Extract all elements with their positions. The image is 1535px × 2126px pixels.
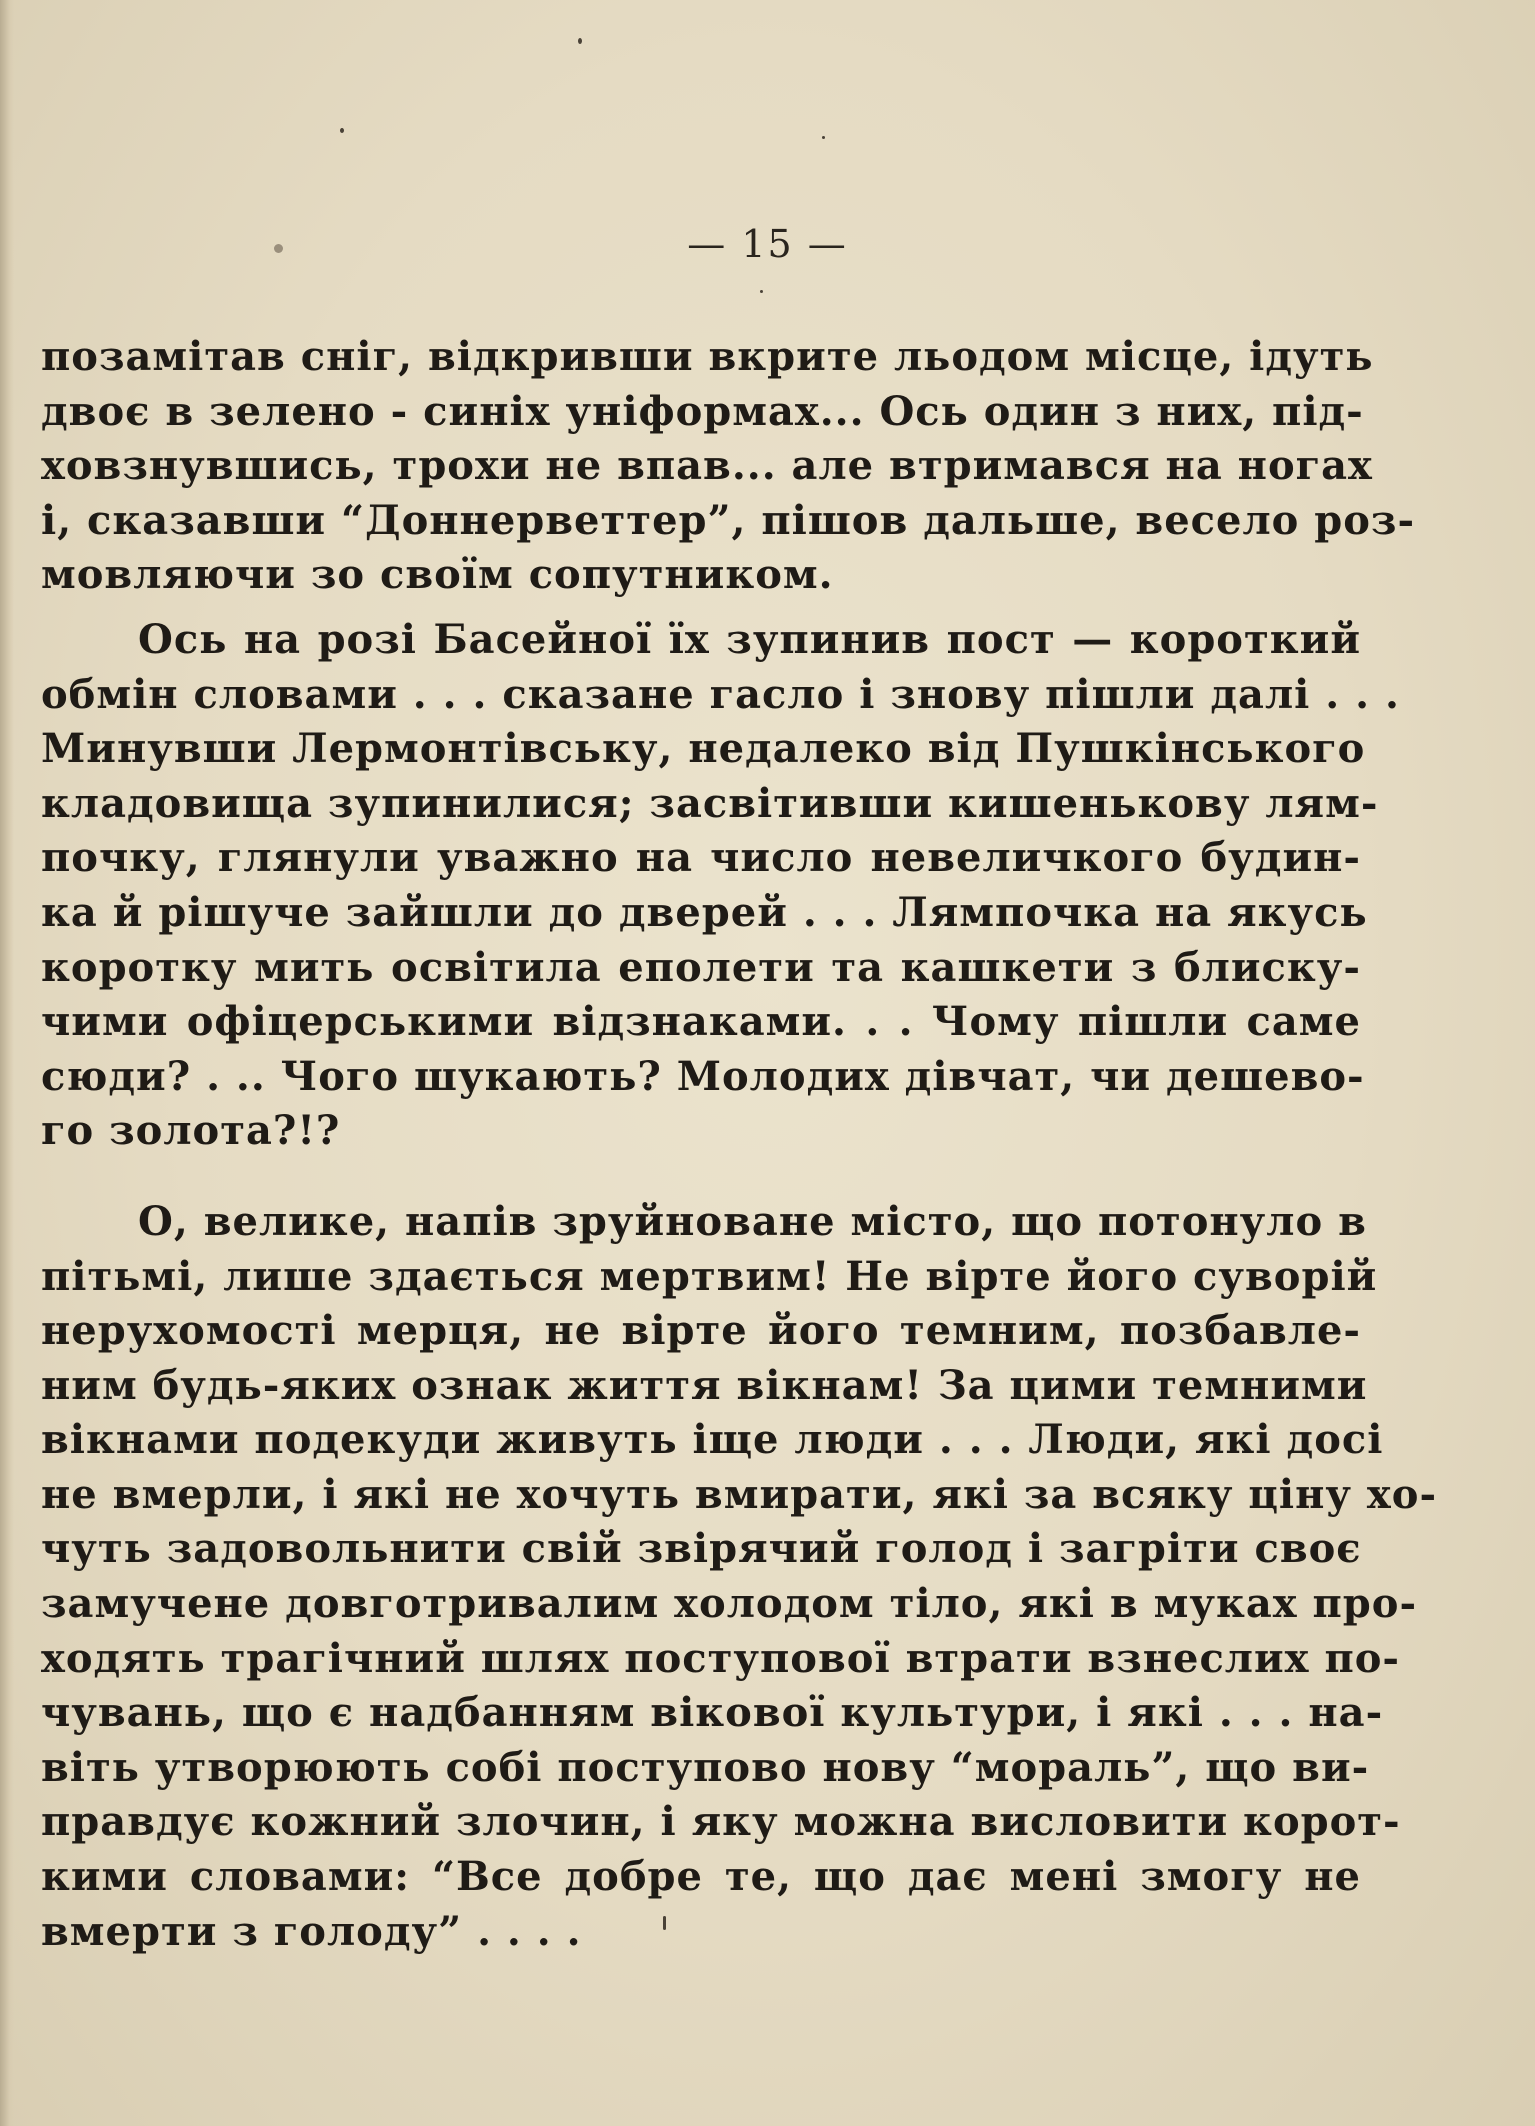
text-line: ним будь-яких ознак життя вікнам! За цими темними xyxy=(41,1361,1368,1409)
text-line: почку, глянули уважно на число невеличкого будин- xyxy=(41,834,1361,882)
text-line: кладовища зупинилися; засвітивши кишенькову лям- xyxy=(41,779,1379,827)
text-line: позамітав сніг, відкривши вкрите льодом місце, ідуть xyxy=(41,333,1374,380)
paragraph xyxy=(41,613,1400,1159)
paper-speck xyxy=(578,38,582,44)
text-line: вікнами подекуди живуть іще люди . . . Люди, які досі xyxy=(41,1416,1384,1464)
text-line: чуть задовольнити свій звірячий голод і загріти своє xyxy=(41,1525,1362,1573)
paper-speck xyxy=(822,136,825,139)
text-line: Минувши Лермонтівську, недалеко від Пушкінського xyxy=(41,725,1366,773)
text-line: вмерти з голоду” . . . . xyxy=(41,1907,582,1955)
text-line: обмін словами . . . сказане гасло і знову пішли далі . . . xyxy=(41,670,1400,718)
text-line: нерухомості мерця, не вірте його темним, позбавле- xyxy=(41,1307,1361,1355)
text-line: ховзнувшись, трохи не впав... але втримався на ногах xyxy=(41,442,1373,490)
text-line: кими словами: “Все добре те, що дає мені змогу не xyxy=(41,1853,1361,1901)
body-text xyxy=(41,330,1438,1959)
text-line: не вмерли, і які не хочуть вмирати, які за всяку ціну хо- xyxy=(41,1470,1438,1518)
paragraph-gap xyxy=(41,1159,1361,1195)
text-line: пітьмі, лише здається мертвим! Не вірте його суворій xyxy=(41,1252,1378,1300)
text-line: мовляючи зо своїм сопутником. xyxy=(41,551,834,599)
text-line: ка й рішуче зайшли до дверей . . . Лямпочка на якусь xyxy=(41,888,1368,936)
page-left-edge xyxy=(0,0,14,2126)
text-line: го золота?!? xyxy=(41,1107,341,1155)
text-line: двоє в зелено - синіх уніформах... Ось один з них, під- xyxy=(41,387,1364,435)
paragraph xyxy=(41,330,1416,603)
text-line: чими офіцерськими відзнаками. . . Чому пішли саме xyxy=(41,998,1361,1046)
text-line: коротку мить освітила еполети та кашкети з блиску- xyxy=(41,943,1361,991)
paper-speck xyxy=(340,128,344,133)
paragraph-gap xyxy=(41,603,1361,613)
text-line: Ось на розі Басейної їх зупинив пост — короткий xyxy=(138,615,1361,663)
text-line: О, велике, напів зруйноване місто, що потонуло в xyxy=(138,1197,1367,1245)
text-line: віть утворюють собі поступово нову “мораль”, що ви- xyxy=(41,1743,1370,1791)
text-line: чувань, що є надбанням вікової культури, і які . . . на- xyxy=(41,1689,1384,1737)
text-line: замучене довготривалим холодом тіло, які в муках про- xyxy=(41,1580,1418,1628)
text-line: ходять трагічний шлях поступової втрати взнеслих по- xyxy=(41,1634,1401,1682)
paper-speck xyxy=(760,290,763,293)
text-line: сюди? . .. Чого шукають? Молодих дівчат, чи дешево- xyxy=(41,1052,1365,1100)
paragraph xyxy=(41,1195,1438,1959)
text-line: і, сказавши “Доннерветтер”, пішов дальше, весело роз- xyxy=(41,496,1416,544)
text-line: правдує кожний злочин, і яку можна висловити корот- xyxy=(41,1798,1401,1846)
page-number: — 15 — xyxy=(687,222,848,266)
